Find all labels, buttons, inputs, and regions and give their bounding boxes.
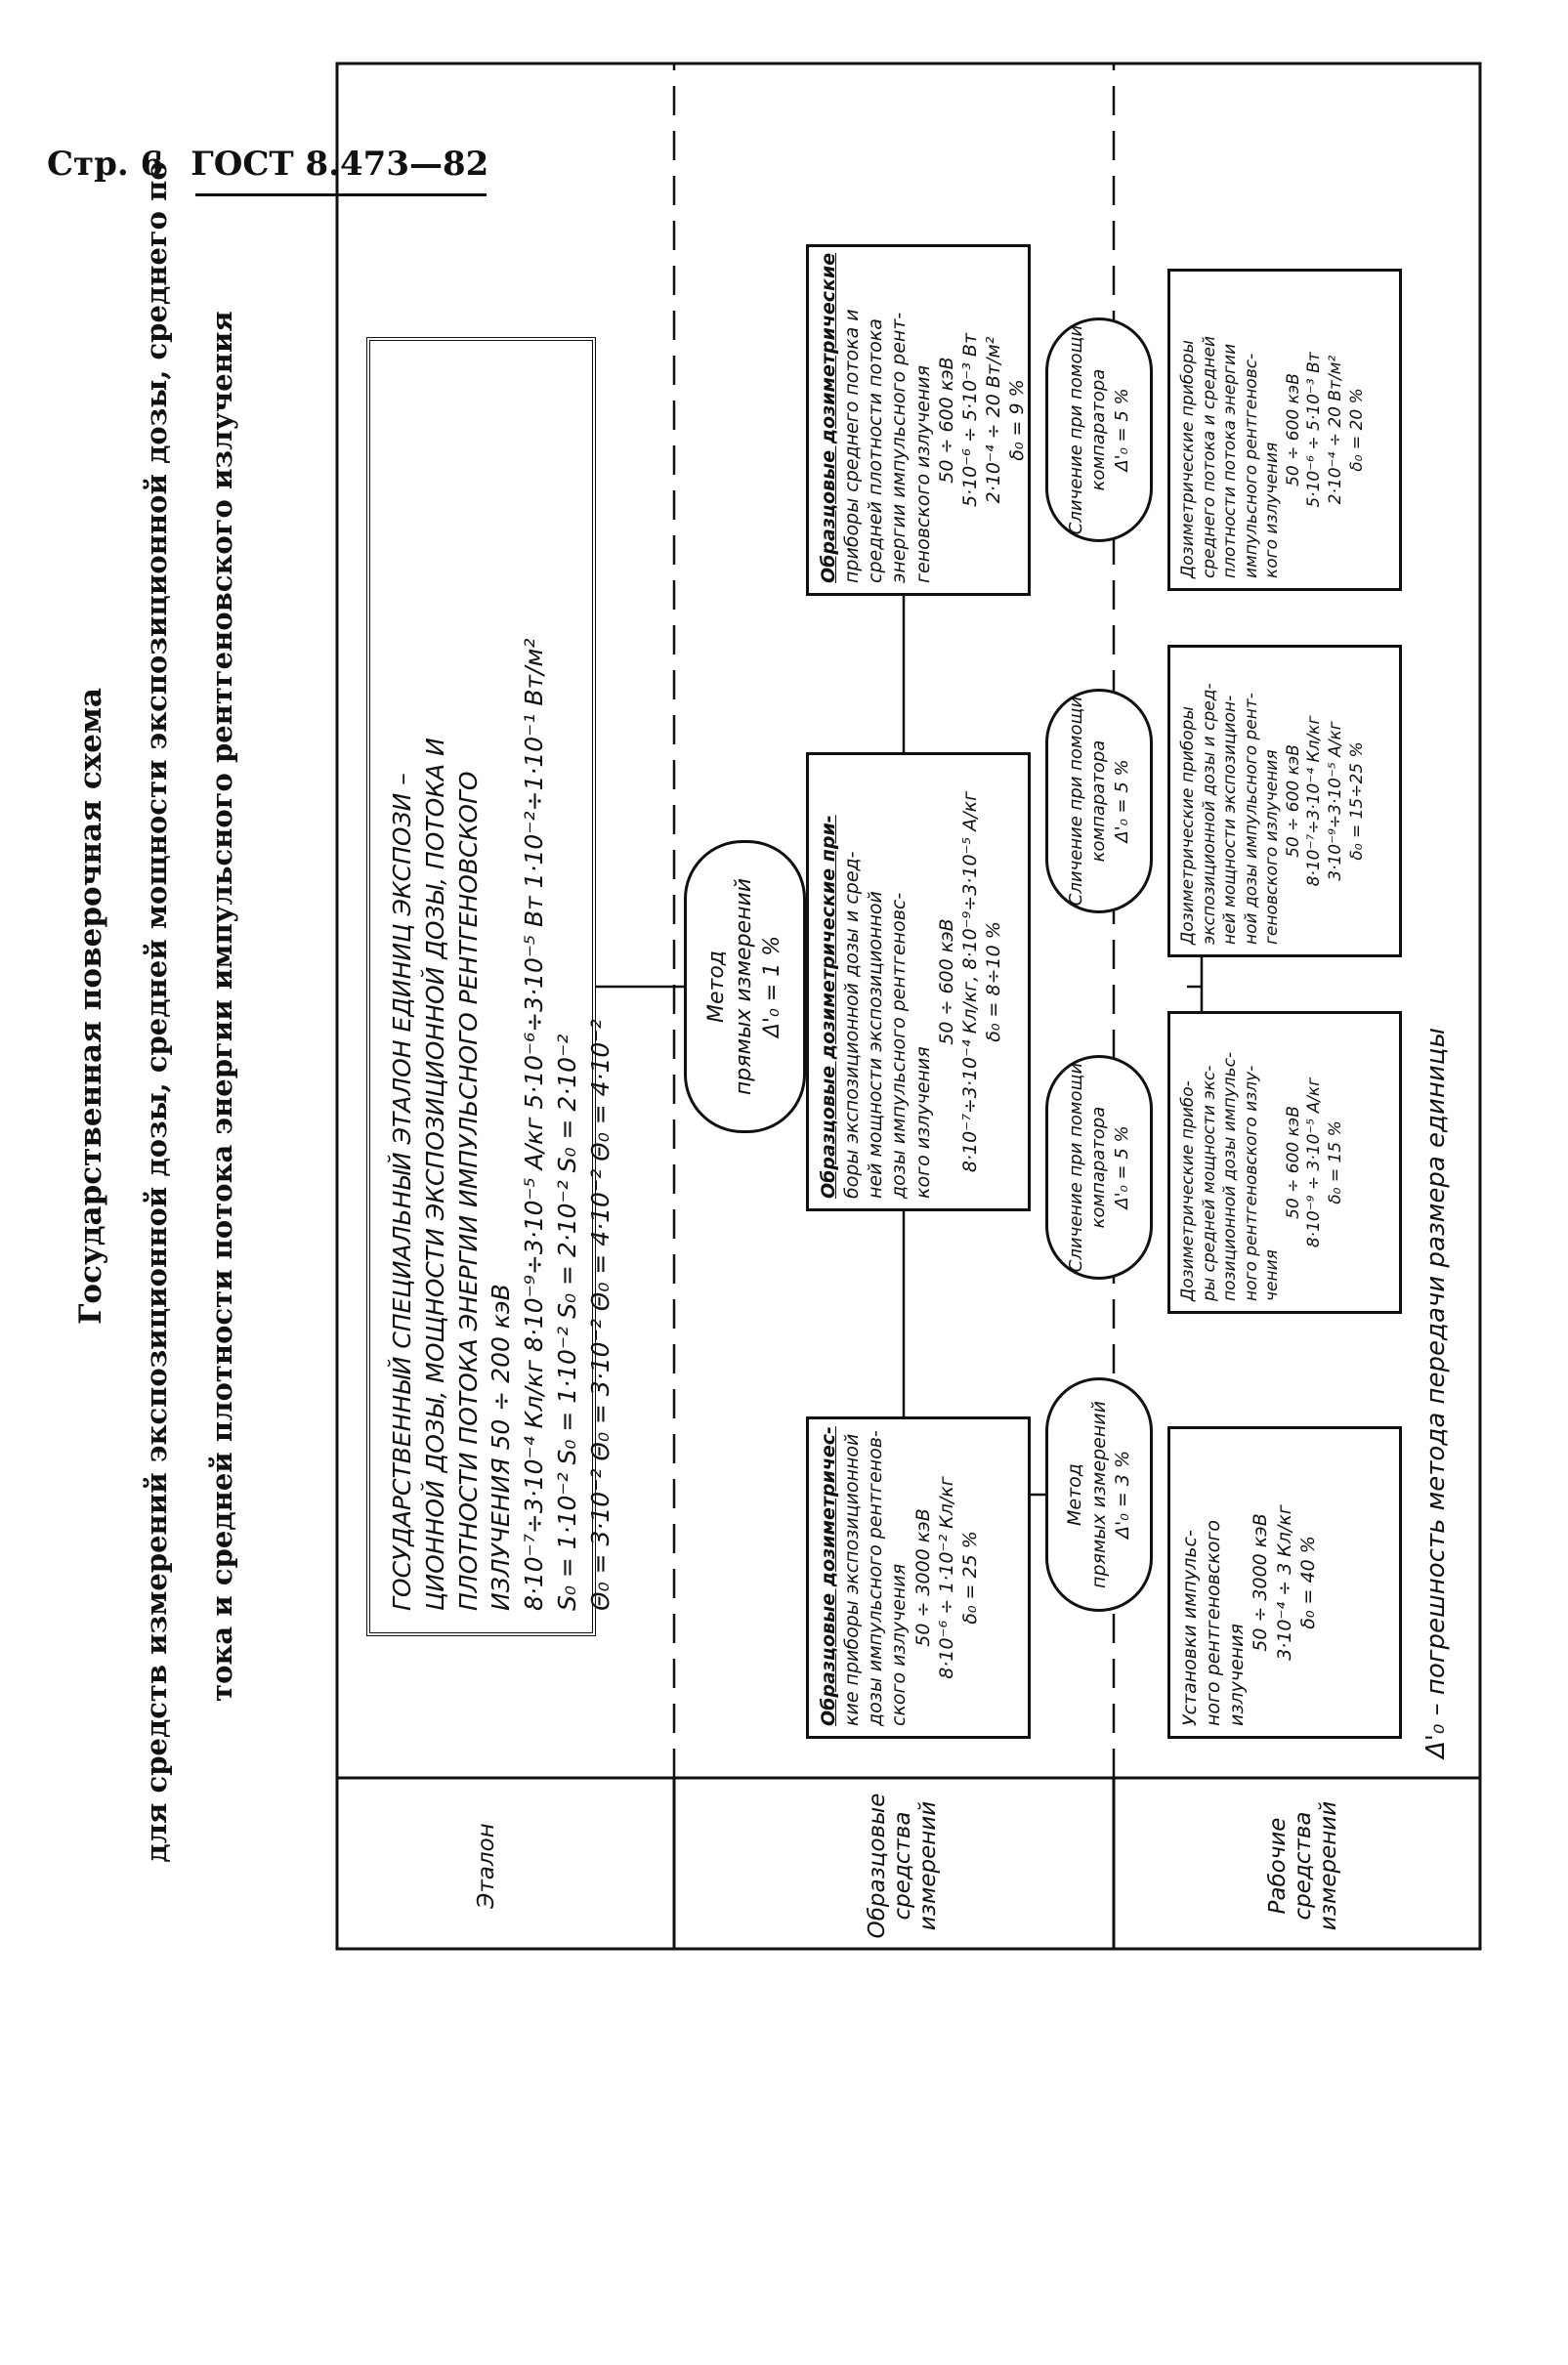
reference-box-1: [806, 1416, 1031, 1739]
pill-line: Сличение при помощи: [1065, 1062, 1086, 1273]
pill-line: Δ'₀ = 5 %: [1111, 1125, 1132, 1209]
box-line: боры экспозиционной дозы и сред-: [841, 851, 864, 1199]
pill-line: компаратора: [1088, 368, 1110, 491]
working-box-2: [1167, 1011, 1402, 1314]
reference-box-2: [806, 752, 1031, 1211]
box-line: δ₀ = 20 %: [1346, 388, 1367, 472]
footnote: Δ'₀ – погрешность метода передачи размера единицы: [1421, 1027, 1451, 1758]
box-line: ного рентгеновского: [1203, 1519, 1225, 1726]
box-line: среднего потока и средней: [1199, 336, 1219, 578]
box-line: средней плотности потока: [865, 318, 887, 583]
etalon-line: ПЛОТНОСТИ ПОТОКА ЭНЕРГИИ ИМПУЛЬСНОГО РЕНТГЕНОВСКОГО: [453, 771, 483, 1611]
box-line: 50 ÷ 600 кэВ: [1283, 1106, 1303, 1219]
box-line: δ₀ = 25 %: [958, 1531, 981, 1625]
box-line: чения: [1262, 1249, 1283, 1301]
box-line: ского излучения: [888, 1563, 911, 1726]
working-box-1: [1167, 1426, 1402, 1739]
box-line: Образцовые дозиметрические: [818, 252, 839, 583]
row-label-reference: Образцовые средства измерений: [865, 1793, 941, 1939]
pill-line: компаратора: [1088, 739, 1110, 863]
etalon-line: ИЗЛУЧЕНИЯ 50 ÷ 200 кэВ: [487, 1284, 516, 1611]
box-line: дозы импульсного рентгеновс-: [888, 892, 911, 1199]
box-line: экспозиционной дозы и сред-: [1199, 683, 1219, 945]
reference-box-3: [806, 244, 1031, 596]
box-line: 50 ÷ 600 кэВ: [935, 357, 957, 484]
box-line: 50 ÷ 600 кэВ: [1283, 373, 1303, 486]
box-line: δ₀ = 9 %: [1006, 379, 1028, 461]
box-line: ней мощности экспозицион-: [1220, 695, 1241, 945]
etalon-line: 8·10⁻⁷÷3·10⁻⁴ Кл/кг 8·10⁻⁹÷3·10⁻⁵ А/кг 5·10⁻⁶÷3·10⁻⁵ Вт 1·10⁻²÷1·10⁻¹ Вт/м²: [520, 638, 548, 1611]
box-line: излучения: [1226, 1624, 1249, 1726]
page-number: Стр. 6: [47, 145, 164, 184]
pill-line: Δ'₀ = 3 %: [1112, 1450, 1134, 1540]
etalon-line: S₀ = 1·10⁻² S₀ = 1·10⁻² S₀ = 2·10⁻² S₀ = 2·10⁻²: [552, 1034, 581, 1611]
box-line: ней мощности экспозиционной: [865, 891, 887, 1199]
comparison-pill-4: [1045, 317, 1153, 542]
box-line: кого излучения: [911, 1046, 934, 1199]
box-line: позиционной дозы импульс-: [1220, 1051, 1241, 1301]
box-line: 50 ÷ 3000 кэВ: [911, 1508, 934, 1647]
box-line: геновского излучения: [1262, 749, 1283, 945]
pill-line: Метод: [703, 950, 729, 1024]
working-box-4: [1167, 269, 1402, 591]
pill-line: компаратора: [1088, 1106, 1110, 1229]
pill-line: Δ'₀ = 5 %: [1111, 759, 1132, 843]
etalon-line: ГОСУДАРСТВЕННЫЙ СПЕЦИАЛЬНЫЙ ЭТАЛОН ЕДИНИЦ ЭКСПОЗИ –: [388, 773, 416, 1611]
box-line: 3·10⁻⁴ ÷ 3 Кл/кг: [1273, 1504, 1295, 1661]
title-line-2: для средств измерений экспозиционной дозы, средней мощности экспозиционной дозы, среднего по-: [140, 149, 173, 1863]
scheme-frame: [54, 59, 1480, 1954]
box-line: геновского излучения: [911, 364, 934, 583]
box-line: 5·10⁻⁶ ÷ 5·10⁻³ Вт: [958, 332, 981, 508]
rotated-sheet: [54, 59, 1480, 1954]
box-line: δ₀ = 40 %: [1296, 1536, 1319, 1629]
row-label-etalon: Эталон: [474, 1823, 499, 1909]
title-line-3: тока и средней плотности потока энергии импульсного рентгеновского излучения: [205, 311, 238, 1702]
pill-line: прямых измерений: [732, 877, 757, 1096]
box-line: 3·10⁻⁹÷3·10⁻⁵ А/кг: [1326, 721, 1346, 881]
etalon-box: [366, 337, 614, 1636]
box-line: 2·10⁻⁴ ÷ 20 Вт/м²: [1326, 355, 1346, 505]
comparison-pill-2: [1045, 1055, 1153, 1280]
box-line: Образцовые дозиметричес-: [818, 1426, 839, 1726]
pill-line: прямых измерений: [1087, 1401, 1110, 1588]
box-line: приборы среднего потока и: [841, 309, 864, 583]
etalon-line: Θ₀ = 3·10⁻² Θ₀ = 3·10⁻² Θ₀ = 4·10⁻² Θ₀ = 4·10⁻²: [585, 1019, 614, 1611]
box-line: Образцовые дозиметрические при-: [818, 815, 839, 1199]
pill-line: Сличение при помощи: [1065, 324, 1086, 535]
pill-line: Сличение при помощи: [1065, 696, 1086, 907]
pill-line: Метод: [1063, 1463, 1085, 1526]
comparison-pill-1: [1045, 1377, 1153, 1612]
box-line: 8·10⁻⁹ ÷ 3·10⁻⁵ А/кг: [1304, 1077, 1325, 1248]
box-line: Дозиметрические прибо-: [1178, 1080, 1198, 1301]
pill-line: Δ'₀ = 5 %: [1111, 388, 1132, 472]
box-line: 8·10⁻⁷÷3·10⁻⁴ Кл/кг: [1304, 715, 1325, 887]
box-line: δ₀ = 15 %: [1326, 1120, 1346, 1204]
box-line: Дозиметрические приборы: [1178, 340, 1198, 578]
standard-number: ГОСТ 8.473—82: [191, 145, 489, 184]
box-line: дозы импульсного рентгенов-: [865, 1430, 887, 1726]
box-line: Установки импульс-: [1179, 1530, 1201, 1726]
title-line-1: Государственная поверочная схема: [73, 688, 108, 1325]
box-line: 8·10⁻⁶ ÷ 1·10⁻² Кл/кг: [935, 1476, 957, 1679]
box-line: ной дозы импульсного рент-: [1241, 693, 1261, 945]
box-line: 50 ÷ 3000 кэВ: [1250, 1513, 1272, 1652]
box-line: кого излучения: [1262, 442, 1283, 578]
method-pill-main: [684, 840, 806, 1133]
box-line: кие приборы экспозиционной: [841, 1433, 864, 1726]
box-line: 2·10⁻⁴ ÷ 20 Вт/м²: [982, 336, 1004, 504]
box-line: 8·10⁻⁷÷3·10⁻⁴ Кл/кг, 8·10⁻⁹÷3·10⁻⁵ А/кг: [958, 790, 981, 1173]
box-line: ры средней мощности экс-: [1199, 1065, 1219, 1301]
box-line: ного рентгеновского излу-: [1241, 1065, 1261, 1301]
box-line: 50 ÷ 600 кэВ: [1283, 744, 1303, 858]
box-line: Дозиметрические приборы: [1178, 706, 1198, 945]
comparison-pill-3: [1045, 689, 1153, 913]
box-line: 50 ÷ 600 кэВ: [935, 918, 957, 1045]
pill-line: Δ'₀ = 1 %: [759, 935, 784, 1038]
working-box-3: [1167, 645, 1402, 957]
box-line: импульсного рентгеновс-: [1241, 353, 1261, 578]
box-line: 5·10⁻⁶ ÷ 5·10⁻³ Вт: [1304, 352, 1325, 508]
box-line: δ₀ = 15÷25 %: [1346, 741, 1367, 861]
box-line: плотности потока энергии: [1220, 343, 1241, 578]
box-line: δ₀ = 8÷10 %: [982, 921, 1004, 1042]
box-line: энергии импульсного рент-: [888, 312, 911, 583]
etalon-line: ЦИОННОЙ ДОЗЫ, МОЩНОСТИ ЭКСПОЗИЦИОННОЙ ДОЗЫ, ПОТОКА И: [420, 738, 449, 1611]
row-label-working: Рабочие средства измерений: [1265, 1800, 1341, 1931]
